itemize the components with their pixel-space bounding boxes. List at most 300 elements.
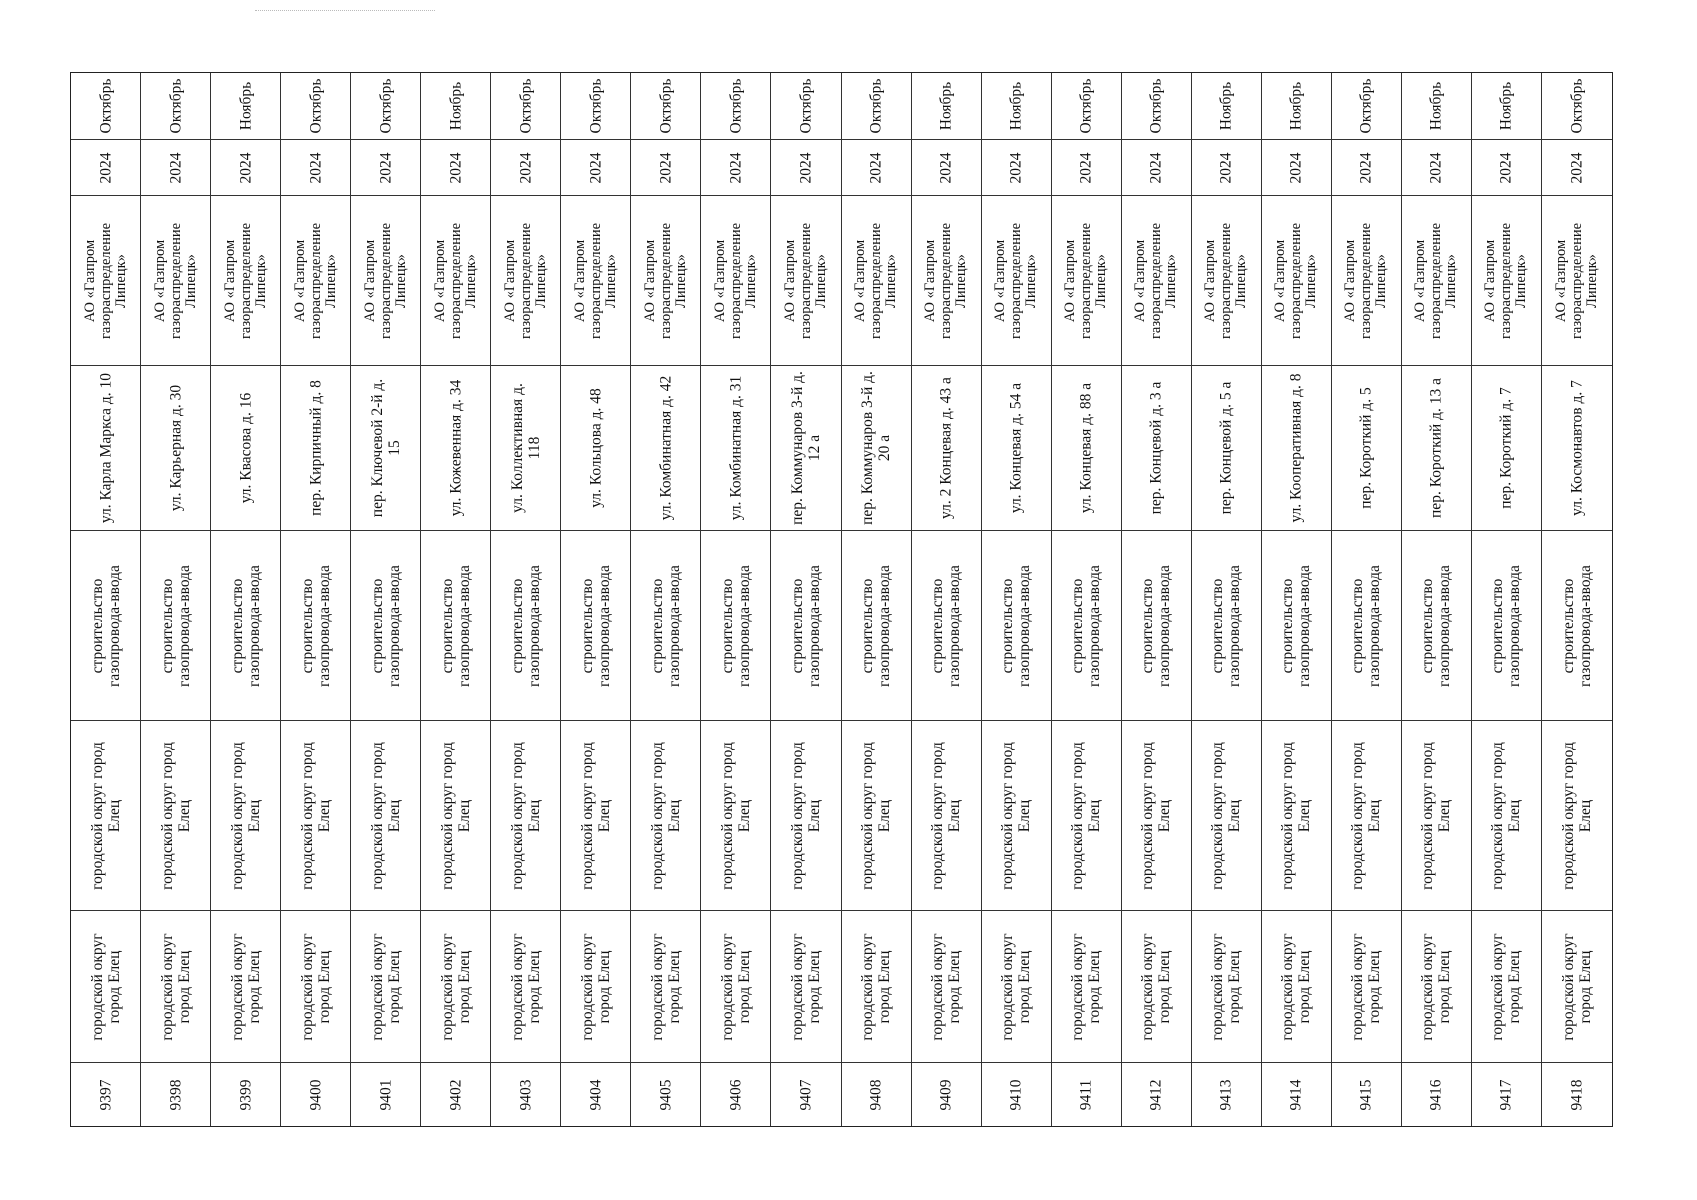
year-cell: [1472, 139, 1541, 195]
organization-cell-text: АО «Газпром газораспределение Липецк»: [851, 222, 899, 339]
organization-cell: [1332, 195, 1401, 365]
record-number-text: 9409: [937, 1079, 955, 1110]
district-cell-text: городской округ город Елец: [368, 932, 403, 1041]
district-cell-text: городской округ город Елец: [1139, 932, 1174, 1041]
record-number-text: 9416: [1427, 1079, 1445, 1110]
district-cell-text: городской округ город Елец: [298, 932, 333, 1041]
organization-cell: [491, 195, 560, 365]
address-cell-text: ул. Концевая д. 54 а: [1007, 382, 1025, 514]
year-cell-text: 2024: [797, 152, 815, 183]
year-cell-text: 2024: [1007, 152, 1025, 183]
organization-cell-text: АО «Газпром газораспределение Липецк»: [1552, 222, 1600, 339]
address-cell-text: пер. Концевой д. 3 а: [1147, 381, 1165, 515]
work-type-cell: [71, 530, 140, 720]
table-row: [1122, 73, 1192, 1126]
municipality-cell: [771, 720, 840, 910]
year-cell: [491, 139, 560, 195]
work-type-cell: [351, 530, 420, 720]
address-cell-text: ул. Комбинатная д. 42: [657, 375, 675, 521]
record-number: [1402, 1062, 1471, 1126]
municipality-cell-text: городской округ город Елец: [929, 741, 964, 890]
address-cell: [1332, 365, 1401, 530]
district-cell-text: городской округ город Елец: [1209, 932, 1244, 1041]
year-cell: [1192, 139, 1261, 195]
month-cell: [561, 73, 630, 139]
organization-cell-text: АО «Газпром газораспределение Липецк»: [1202, 222, 1250, 339]
record-number-text: 9398: [167, 1079, 185, 1110]
municipality-cell: [351, 720, 420, 910]
municipality-cell-text: городской округ город Елец: [859, 741, 894, 890]
address-cell: [491, 365, 560, 530]
address-cell-text: пер. Ключевой 2-й д. 15: [368, 378, 403, 518]
month-cell-text: Ноябрь: [447, 81, 465, 131]
month-cell: [842, 73, 911, 139]
year-cell-text: 2024: [657, 152, 675, 183]
record-number: [912, 1062, 981, 1126]
record-number-text: 9405: [657, 1079, 675, 1110]
address-cell-text: ул. 2 Концевая д. 43 а: [937, 377, 955, 519]
work-type-cell: [281, 530, 350, 720]
organization-cell: [1542, 195, 1612, 365]
address-cell-text: ул. Квасова д. 16: [237, 392, 255, 504]
year-cell: [842, 139, 911, 195]
address-cell: [71, 365, 140, 530]
year-cell-text: 2024: [377, 152, 395, 183]
work-type-cell: [842, 530, 911, 720]
district-cell: [1542, 910, 1612, 1062]
organization-cell-text: АО «Газпром газораспределение Липецк»: [1272, 222, 1320, 339]
address-cell: [1052, 365, 1121, 530]
municipality-cell-text: городской округ город Елец: [368, 741, 403, 890]
work-type-cell-text: строительство газопровода-ввода: [508, 564, 543, 687]
municipality-cell: [1122, 720, 1191, 910]
municipality-cell: [842, 720, 911, 910]
district-cell-text: городской округ город Елец: [648, 932, 683, 1041]
municipality-cell-text: городской округ город Елец: [1419, 741, 1454, 890]
district-cell: [1262, 910, 1331, 1062]
record-number-text: 9417: [1497, 1079, 1515, 1110]
month-cell: [491, 73, 560, 139]
district-cell-text: городской округ город Елец: [999, 932, 1034, 1041]
municipality-cell-text: городской округ город Елец: [508, 741, 543, 890]
work-type-cell-text: строительство газопровода-ввода: [1489, 564, 1524, 687]
work-type-cell: [1262, 530, 1331, 720]
month-cell: [211, 73, 280, 139]
table-row: [141, 73, 211, 1126]
work-type-cell: [211, 530, 280, 720]
month-cell-text: Октябрь: [1568, 78, 1586, 134]
organization-cell: [421, 195, 490, 365]
district-cell-text: городской округ город Елец: [788, 932, 823, 1041]
address-cell-text: ул. Карьерная д. 30: [167, 384, 185, 512]
record-number: [631, 1062, 700, 1126]
month-cell: [1542, 73, 1612, 139]
record-number-text: 9414: [1287, 1079, 1305, 1110]
district-cell: [842, 910, 911, 1062]
municipality-cell: [211, 720, 280, 910]
work-type-cell: [141, 530, 210, 720]
table-row: [281, 73, 351, 1126]
year-cell: [351, 139, 420, 195]
year-cell: [982, 139, 1051, 195]
work-type-cell-text: строительство газопровода-ввода: [1209, 564, 1244, 687]
record-number-text: 9406: [727, 1079, 745, 1110]
organization-cell-text: АО «Газпром газораспределение Липецк»: [1131, 222, 1179, 339]
table-row: [1052, 73, 1122, 1126]
district-cell: [281, 910, 350, 1062]
record-number: [842, 1062, 911, 1126]
work-type-cell-text: строительство газопровода-ввода: [1349, 564, 1384, 687]
record-number: [281, 1062, 350, 1126]
record-number: [141, 1062, 210, 1126]
address-cell-text: пер. Кирпичный д. 8: [307, 380, 325, 516]
district-cell-text: городской округ город Елец: [859, 932, 894, 1041]
month-cell-text: Ноябрь: [1217, 81, 1235, 131]
year-cell-text: 2024: [447, 152, 465, 183]
address-cell: [701, 365, 770, 530]
table-row: [71, 73, 141, 1126]
table-row: [561, 73, 631, 1126]
work-type-cell: [1472, 530, 1541, 720]
address-cell: [561, 365, 630, 530]
record-number: [491, 1062, 560, 1126]
organization-cell: [701, 195, 770, 365]
district-cell-text: городской округ город Елец: [158, 932, 193, 1041]
municipality-cell-text: городской округ город Елец: [999, 741, 1034, 890]
record-number-text: 9415: [1357, 1079, 1375, 1110]
year-cell-text: 2024: [1147, 152, 1165, 183]
municipality-cell-text: городской округ город Елец: [1349, 741, 1384, 890]
organization-cell: [1052, 195, 1121, 365]
address-cell-text: ул. Космонавтов д. 7: [1568, 380, 1586, 516]
month-cell-text: Ноябрь: [1427, 81, 1445, 131]
month-cell: [1332, 73, 1401, 139]
organization-cell-text: АО «Газпром газораспределение Липецк»: [711, 222, 759, 339]
district-cell-text: городской округ город Елец: [1419, 932, 1454, 1041]
record-number-text: 9403: [517, 1079, 535, 1110]
address-cell-text: пер. Концевой д. 5 а: [1217, 381, 1235, 515]
organization-cell: [1472, 195, 1541, 365]
address-cell-text: ул. Кольцова д. 48: [587, 388, 605, 508]
month-cell-text: Ноябрь: [237, 81, 255, 131]
record-number: [701, 1062, 770, 1126]
month-cell: [631, 73, 700, 139]
district-cell: [701, 910, 770, 1062]
municipality-cell-text: городской округ город Елец: [1069, 741, 1104, 890]
year-cell-text: 2024: [1427, 152, 1445, 183]
work-type-cell: [561, 530, 630, 720]
month-cell: [1262, 73, 1331, 139]
record-number: [771, 1062, 840, 1126]
month-cell-text: Октябрь: [797, 78, 815, 134]
district-cell-text: городской округ город Елец: [1489, 932, 1524, 1041]
district-cell-text: городской округ город Елец: [578, 932, 613, 1041]
municipality-cell: [1332, 720, 1401, 910]
municipality-cell: [631, 720, 700, 910]
table-row: [1192, 73, 1262, 1126]
district-cell-text: городской округ город Елец: [1560, 932, 1594, 1041]
municipality-cell: [71, 720, 140, 910]
district-cell: [771, 910, 840, 1062]
work-type-cell-text: строительство газопровода-ввода: [788, 564, 823, 687]
year-cell-text: 2024: [1497, 152, 1515, 183]
month-cell-text: Ноябрь: [1007, 81, 1025, 131]
month-cell-text: Октябрь: [377, 78, 395, 134]
district-cell-text: городской округ город Елец: [1069, 932, 1104, 1041]
organization-cell-text: АО «Газпром газораспределение Липецк»: [1412, 222, 1460, 339]
municipality-cell: [701, 720, 770, 910]
table-row: [1542, 73, 1612, 1126]
organization-cell: [71, 195, 140, 365]
month-cell: [281, 73, 350, 139]
municipality-cell-text: городской округ город Елец: [1139, 741, 1174, 890]
scan-artifact: [255, 10, 435, 11]
address-cell-text: пер. Короткий д. 13 а: [1427, 378, 1445, 518]
record-number: [351, 1062, 420, 1126]
table-row: [771, 73, 841, 1126]
address-cell: [281, 365, 350, 530]
work-type-cell: [1542, 530, 1612, 720]
district-cell: [71, 910, 140, 1062]
table-row: [1332, 73, 1402, 1126]
organization-cell-text: АО «Газпром газораспределение Липецк»: [1482, 222, 1530, 339]
year-cell-text: 2024: [1357, 152, 1375, 183]
month-cell: [771, 73, 840, 139]
municipality-cell: [1262, 720, 1331, 910]
record-number: [1262, 1062, 1331, 1126]
year-cell: [141, 139, 210, 195]
month-cell-text: Октябрь: [167, 78, 185, 134]
address-cell: [1262, 365, 1331, 530]
municipality-cell: [1542, 720, 1612, 910]
record-number-text: 9412: [1147, 1079, 1165, 1110]
month-cell: [1192, 73, 1261, 139]
municipality-cell-text: городской округ город Елец: [438, 741, 473, 890]
year-cell: [1332, 139, 1401, 195]
table-row: [1472, 73, 1542, 1126]
district-cell: [912, 910, 981, 1062]
year-cell: [912, 139, 981, 195]
work-type-cell-text: строительство газопровода-ввода: [999, 564, 1034, 687]
work-type-cell-text: строительство газопровода-ввода: [859, 564, 894, 687]
work-type-cell: [701, 530, 770, 720]
organization-cell-text: АО «Газпром газораспределение Липецк»: [501, 222, 549, 339]
address-cell: [1122, 365, 1191, 530]
work-type-cell-text: строительство газопровода-ввода: [298, 564, 333, 687]
record-number: [561, 1062, 630, 1126]
record-number: [1472, 1062, 1541, 1126]
municipality-cell: [141, 720, 210, 910]
address-cell-text: ул. Кооперативная д. 8: [1287, 373, 1305, 523]
work-type-cell: [421, 530, 490, 720]
organization-cell: [982, 195, 1051, 365]
work-type-cell-text: строительство газопровода-ввода: [88, 564, 123, 687]
record-number-text: 9401: [377, 1079, 395, 1110]
work-type-cell-text: строительство газопровода-ввода: [1560, 564, 1594, 687]
municipality-cell-text: городской округ город Елец: [1279, 741, 1314, 890]
record-number: [1052, 1062, 1121, 1126]
address-cell-text: ул. Карла Маркса д. 10: [97, 372, 115, 524]
record-number-text: 9413: [1217, 1079, 1235, 1110]
address-cell: [141, 365, 210, 530]
year-cell-text: 2024: [307, 152, 325, 183]
work-type-cell-text: строительство газопровода-ввода: [1419, 564, 1454, 687]
municipality-cell-text: городской округ город Елец: [1209, 741, 1244, 890]
district-cell: [421, 910, 490, 1062]
year-cell-text: 2024: [517, 152, 535, 183]
work-type-cell-text: строительство газопровода-ввода: [158, 564, 193, 687]
district-cell: [1402, 910, 1471, 1062]
year-cell: [631, 139, 700, 195]
municipality-cell-text: городской округ город Елец: [298, 741, 333, 890]
work-type-cell: [1332, 530, 1401, 720]
organization-cell-text: АО «Газпром газораспределение Липецк»: [361, 222, 409, 339]
table-row: [351, 73, 421, 1126]
month-cell: [1122, 73, 1191, 139]
work-type-cell-text: строительство газопровода-ввода: [1139, 564, 1174, 687]
month-cell: [71, 73, 140, 139]
work-type-cell-text: строительство газопровода-ввода: [1279, 564, 1314, 687]
organization-cell-text: АО «Газпром газораспределение Липецк»: [1061, 222, 1109, 339]
organization-cell-text: АО «Газпром газораспределение Липецк»: [781, 222, 829, 339]
table-row: [1262, 73, 1332, 1126]
table-row: [701, 73, 771, 1126]
record-number: [211, 1062, 280, 1126]
municipality-cell-text: городской округ город Елец: [88, 741, 123, 890]
address-cell: [982, 365, 1051, 530]
address-cell: [1402, 365, 1471, 530]
district-cell: [1052, 910, 1121, 1062]
address-cell: [912, 365, 981, 530]
gas-works-table: [70, 72, 1613, 1127]
month-cell: [701, 73, 770, 139]
month-cell-text: Октябрь: [1357, 78, 1375, 134]
year-cell: [1262, 139, 1331, 195]
district-cell: [1472, 910, 1541, 1062]
district-cell-text: городской округ город Елец: [718, 932, 753, 1041]
district-cell: [491, 910, 560, 1062]
organization-cell: [211, 195, 280, 365]
address-cell-text: ул. Концевая д. 88 а: [1077, 382, 1095, 514]
record-number-text: 9404: [587, 1079, 605, 1110]
organization-cell-text: АО «Газпром газораспределение Липецк»: [571, 222, 619, 339]
address-cell: [631, 365, 700, 530]
year-cell-text: 2024: [867, 152, 885, 183]
year-cell-text: 2024: [1077, 152, 1095, 183]
address-cell-text: пер. Короткий д. 5: [1357, 387, 1375, 509]
table-row: [631, 73, 701, 1126]
year-cell-text: 2024: [167, 152, 185, 183]
year-cell: [1542, 139, 1612, 195]
work-type-cell: [1122, 530, 1191, 720]
month-cell-text: Октябрь: [1077, 78, 1095, 134]
month-cell: [351, 73, 420, 139]
organization-cell: [1402, 195, 1471, 365]
organization-cell-text: АО «Газпром газораспределение Липецк»: [431, 222, 479, 339]
municipality-cell-text: городской округ город Елец: [158, 741, 193, 890]
organization-cell: [631, 195, 700, 365]
district-cell-text: городской округ город Елец: [1279, 932, 1314, 1041]
address-cell-text: ул. Кожевенная д. 34: [447, 379, 465, 517]
organization-cell: [912, 195, 981, 365]
work-type-cell: [912, 530, 981, 720]
address-cell: [1472, 365, 1541, 530]
work-type-cell-text: строительство газопровода-ввода: [718, 564, 753, 687]
work-type-cell-text: строительство газопровода-ввода: [578, 564, 613, 687]
work-type-cell: [771, 530, 840, 720]
municipality-cell: [491, 720, 560, 910]
table-row: [912, 73, 982, 1126]
address-cell: [351, 365, 420, 530]
year-cell: [1402, 139, 1471, 195]
year-cell-text: 2024: [1287, 152, 1305, 183]
organization-cell: [1122, 195, 1191, 365]
year-cell: [71, 139, 140, 195]
month-cell: [912, 73, 981, 139]
organization-cell-text: АО «Газпром газораспределение Липецк»: [221, 222, 269, 339]
record-number: [1542, 1062, 1612, 1126]
work-type-cell: [982, 530, 1051, 720]
address-cell-text: ул. Коллективная д. 118: [508, 383, 543, 513]
organization-cell-text: АО «Газпром газораспределение Липецк»: [991, 222, 1039, 339]
municipality-cell: [1192, 720, 1261, 910]
month-cell-text: Октябрь: [1147, 78, 1165, 134]
month-cell: [1402, 73, 1471, 139]
month-cell-text: Октябрь: [657, 78, 675, 134]
year-cell: [1052, 139, 1121, 195]
organization-cell-text: АО «Газпром газораспределение Липецк»: [81, 222, 129, 339]
district-cell-text: городской округ город Елец: [438, 932, 473, 1041]
record-number: [1122, 1062, 1191, 1126]
municipality-cell: [561, 720, 630, 910]
municipality-cell-text: городской округ город Елец: [228, 741, 263, 890]
work-type-cell-text: строительство газопровода-ввода: [438, 564, 473, 687]
district-cell: [141, 910, 210, 1062]
year-cell: [701, 139, 770, 195]
month-cell-text: Октябрь: [307, 78, 325, 134]
district-cell-text: городской округ город Елец: [228, 932, 263, 1041]
month-cell-text: Октябрь: [587, 78, 605, 134]
address-cell: [421, 365, 490, 530]
work-type-cell: [1052, 530, 1121, 720]
address-cell: [211, 365, 280, 530]
record-number: [1192, 1062, 1261, 1126]
table-row: [421, 73, 491, 1126]
address-cell-text: ул. Комбинатная д. 31: [727, 375, 745, 521]
municipality-cell: [421, 720, 490, 910]
year-cell-text: 2024: [937, 152, 955, 183]
table-row: [491, 73, 561, 1126]
table-row: [982, 73, 1052, 1126]
organization-cell: [281, 195, 350, 365]
month-cell-text: Октябрь: [97, 78, 115, 134]
organization-cell: [771, 195, 840, 365]
district-cell-text: городской округ город Елец: [88, 932, 123, 1041]
year-cell-text: 2024: [237, 152, 255, 183]
district-cell: [982, 910, 1051, 1062]
municipality-cell-text: городской округ город Елец: [578, 741, 613, 890]
organization-cell: [561, 195, 630, 365]
year-cell-text: 2024: [1217, 152, 1235, 183]
month-cell-text: Ноябрь: [937, 81, 955, 131]
record-number-text: 9402: [447, 1079, 465, 1110]
year-cell: [211, 139, 280, 195]
record-number: [982, 1062, 1051, 1126]
record-number-text: 9408: [867, 1079, 885, 1110]
work-type-cell: [491, 530, 560, 720]
municipality-cell-text: городской округ город Елец: [718, 741, 753, 890]
work-type-cell: [1402, 530, 1471, 720]
